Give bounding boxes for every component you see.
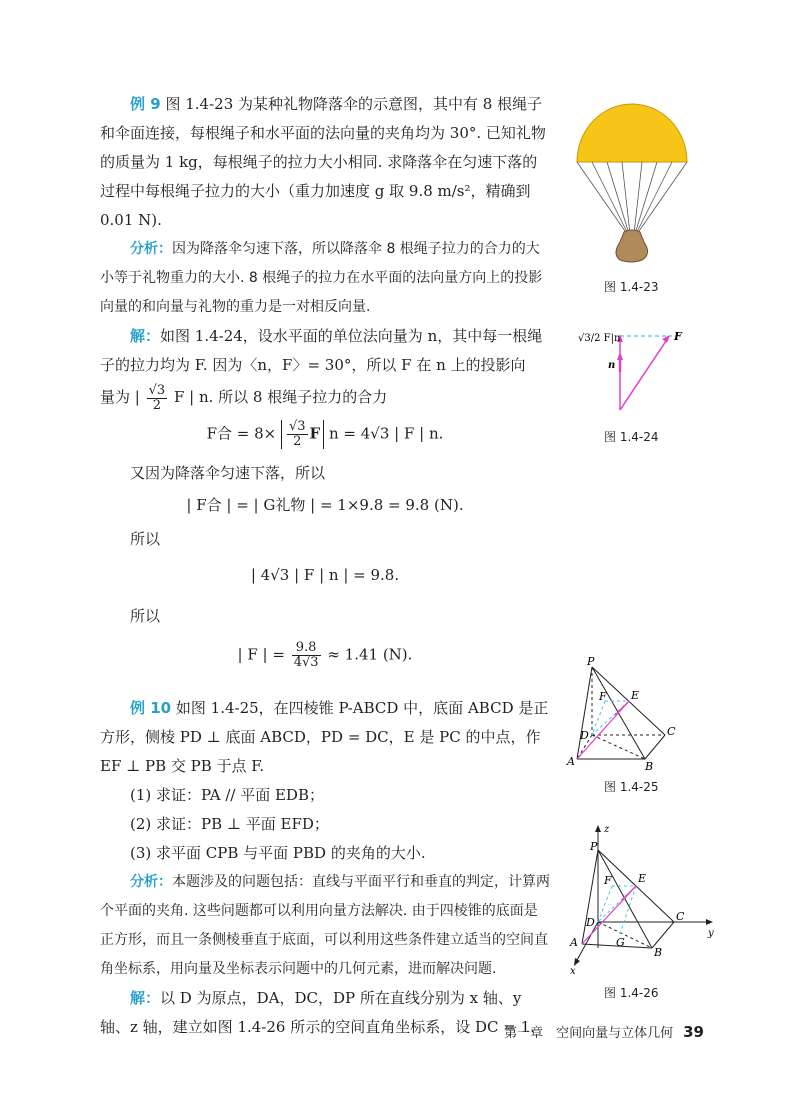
example10-analysis <box>100 868 550 984</box>
fig26-label-P: P <box>590 840 598 853</box>
fig26-label-z: z <box>604 824 610 835</box>
fig25-label-D: D <box>580 729 589 742</box>
example10-statement <box>100 694 550 781</box>
fig26-label-F: F <box>604 874 612 887</box>
sqrt3-over-2-fraction <box>147 384 168 413</box>
fig26-label-y: y <box>708 928 714 939</box>
eq4-denominator: 4√3 <box>293 655 319 670</box>
figure-parachute <box>572 92 692 267</box>
example10-question-3: (3) 求平面 CPB 与平面 PBD 的夹角的大小. <box>130 844 426 862</box>
example9-so-line-1: 所以 <box>130 530 161 548</box>
parachute-ropes <box>577 162 687 234</box>
example9-projection-line: 量为 | $\frac{√3}{2}$ F | n. 所以 8 根绳子拉力的合力 <box>100 382 388 413</box>
example10-analysis-label: 分析： <box>130 874 172 890</box>
example9-analysis-text: 因为降落伞匀速下落，所以降落伞 8 根绳子拉力的合力的大小等于礼物重力的大小. 8 根绳子的拉力在水平面的法向量方向上的投影向量的和向量与礼物的重力是一对相反向量. <box>100 241 543 315</box>
equation-gravity: | F合 | = | G礼物 | = 1×9.8 = 9.8 (N). <box>186 496 464 514</box>
fig24-label-n: n <box>608 360 616 371</box>
example10-question-1: (1) 求证：PA // 平面 EDB； <box>130 786 324 804</box>
figure-25-caption: 图 1.4-25 <box>604 780 659 794</box>
eq4-numerator: 9.8 <box>292 641 321 656</box>
example9-text: 图 1.4-23 为某种礼物降落伞的示意图，其中有 8 根绳子和伞面连接，每根绳子和水平面的法向量的夹角均为 30°. 已知礼物的质量为 1 kg，每根绳子的拉力大小相同. 求降落伞在匀速下落的过程中每根绳子拉力的大小（重力加速度 g 取 9.8 m/s²，精确到 0.01 N). <box>100 95 546 229</box>
eq1-numerator: √3 <box>288 419 306 434</box>
example10-solution-label: 解： <box>130 989 161 1007</box>
figure-pyramid <box>565 655 700 775</box>
eq1-fraction <box>287 420 308 449</box>
figure-force-vectors <box>576 320 686 420</box>
fig26-label-A: A <box>570 936 578 949</box>
fig26-label-C: C <box>676 910 685 923</box>
equation-resultant-force <box>100 420 550 449</box>
example10-label: 例 10 <box>130 699 172 717</box>
fig25-label-C: C <box>667 725 676 738</box>
fig25-label-P: P <box>587 655 595 668</box>
fig25-label-E: E <box>631 689 640 702</box>
projection-text-b: F | n. 所以 8 根绳子拉力的合力 <box>173 388 388 406</box>
fig26-label-D: D <box>586 916 595 929</box>
equation-sum-magnitude: | 4√3 | F | n | = 9.8. <box>250 566 400 584</box>
example10-question-2: (2) 求证：PB ⊥ 平面 EFD； <box>130 815 329 833</box>
fig24-label-projection: √3/2 F|n <box>578 333 621 344</box>
example10-analysis-text: 本题涉及的问题包括：直线与平面平行和垂直的判定，计算两个平面的夹角. 这些问题都可以利用向量方法解决. 由于四棱锥的底面是正方形，而且一条侧棱垂直于底面，可以利用这些条件建立适当的空间直角坐标系，用向量及坐标表示问题中的几何元素，进而解决问题. <box>100 874 550 977</box>
example9-solution <box>100 322 550 380</box>
example10-solution <box>100 984 550 1042</box>
example9-solution-label: 解： <box>130 327 161 345</box>
eq4-fraction <box>292 641 321 670</box>
equation-final-answer <box>100 641 550 670</box>
eq1-denominator: 2 <box>293 434 302 449</box>
eq4-left: | F | = <box>237 645 285 664</box>
figure-pyramid-coordinates <box>560 822 720 977</box>
fig26-label-G: G <box>616 936 625 949</box>
figure-26-caption: 图 1.4-26 <box>604 986 659 1000</box>
example10-text: 如图 1.4-25，在四棱锥 P-ABCD 中，底面 ABCD 是正方形，侧棱 PD ⊥ 底面 ABCD，PD = DC，E 是 PC 的中点，作 EF ⊥ PB 交 PB 于点 F. <box>100 699 549 775</box>
example9-label: 例 9 <box>130 95 161 113</box>
example9-so-line-2: 所以 <box>130 607 161 625</box>
eq1-abs: $\frac{√3}{2}$ F <box>281 420 324 449</box>
fig25-label-F: F <box>599 690 607 703</box>
example9-statement <box>100 90 550 235</box>
gift-bag <box>616 230 648 262</box>
fig24-label-F: F <box>674 330 682 343</box>
eq1-left: F合 = 8× <box>206 424 277 443</box>
figure-23-caption: 图 1.4-23 <box>604 280 659 294</box>
fig26-label-B: B <box>654 946 663 959</box>
page-footer <box>504 1022 704 1041</box>
fraction-numerator: √3 <box>148 382 166 398</box>
fig26-label-E: E <box>638 872 647 885</box>
fig25-label-B: B <box>645 760 654 773</box>
fig26-label-x: x <box>570 966 576 977</box>
example9-again-line: 又因为降落伞匀速下落，所以 <box>130 464 326 482</box>
eq4-right: ≈ 1.41 (N). <box>327 645 413 664</box>
eq1-right: n = 4√3 | F | n. <box>328 424 444 443</box>
parachute-canopy <box>577 104 687 162</box>
example9-analysis <box>100 235 550 322</box>
fraction-denominator: 2 <box>152 397 162 413</box>
projection-text-a: 量为 <box>100 388 131 406</box>
example9-solution-text: 如图 1.4-24，设水平面的单位法向量为 n，其中每一根绳子的拉力均为 F. 因为〈n，F〉= 30°，所以 F 在 n 上的投影向 <box>100 327 543 374</box>
example10-solution-text: 以 D 为原点，DA，DC，DP 所在直线分别为 x 轴、y 轴、z 轴，建立如图 1.4-26 所示的空间直角坐标系，设 DC = 1. <box>100 989 535 1036</box>
figure-24-caption: 图 1.4-24 <box>604 430 659 444</box>
chapter-title: 第一章 空间向量与立体几何 <box>504 1026 674 1041</box>
example9-analysis-label: 分析： <box>130 241 172 257</box>
page-number: 39 <box>683 1023 704 1041</box>
main-text-column <box>100 90 550 1042</box>
fig25-label-A: A <box>567 755 575 768</box>
